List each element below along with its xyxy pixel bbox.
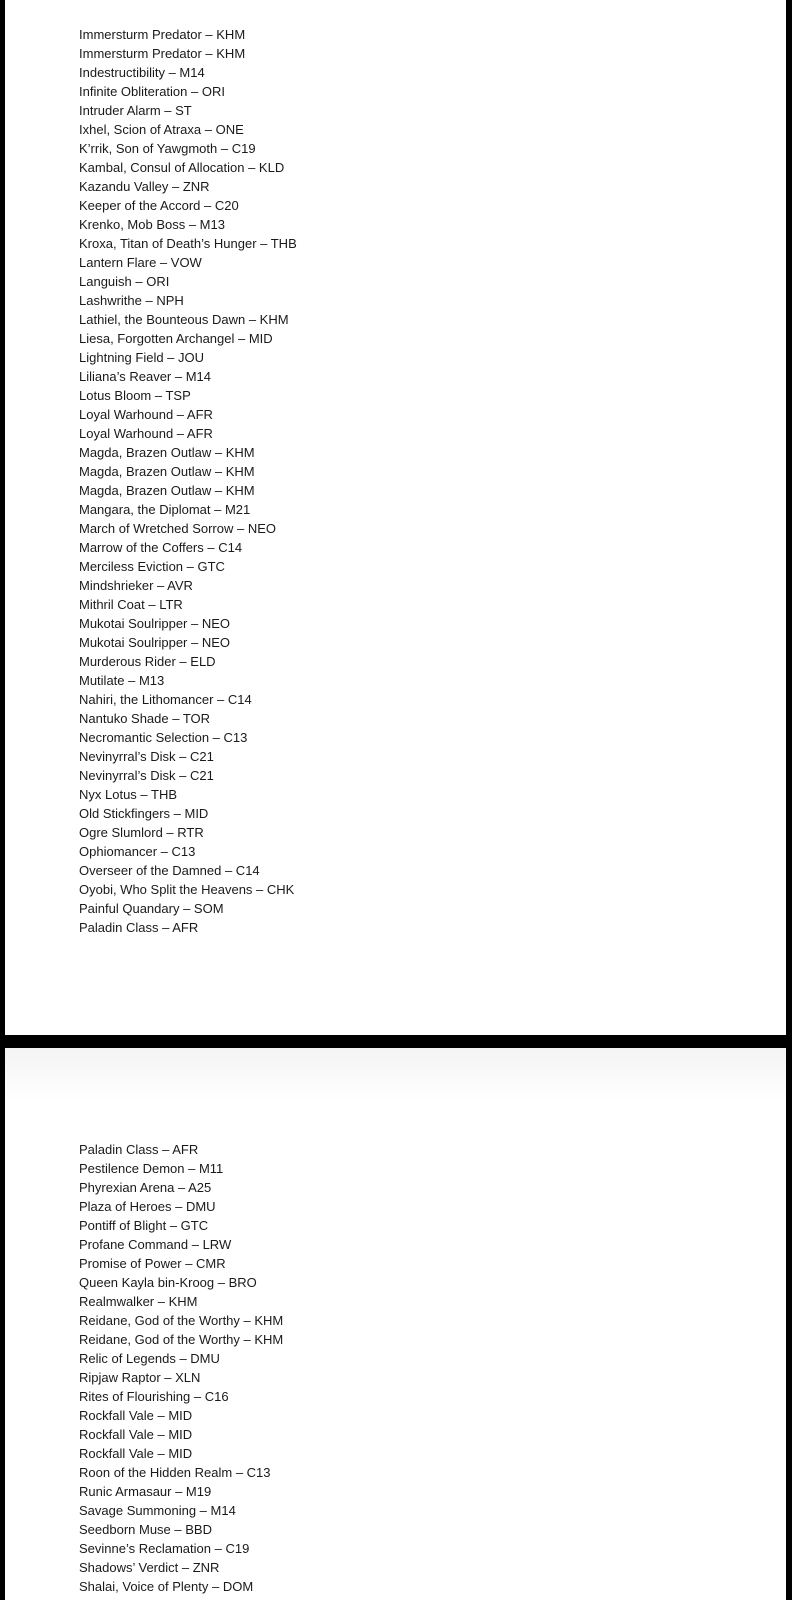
list-item: Kambal, Consul of Allocation – KLD [79,160,285,175]
list-item: Phyrexian Arena – A25 [79,1180,212,1195]
list-item: Oyobi, Who Split the Heavens – CHK [79,882,295,897]
list-item: Paladin Class – AFR [79,1142,199,1157]
list-item: Pontiff of Blight – GTC [79,1218,209,1233]
list-item: Rockfall Vale – MID [79,1408,193,1423]
card-list-page-two [79,1140,283,1596]
list-item: Languish – ORI [79,274,170,289]
list-item: Lotus Bloom – TSP [79,388,191,403]
card-list-page-one [79,25,297,937]
list-item: Seedborn Muse – BBD [79,1522,212,1537]
list-item: Ogre Slumlord – RTR [79,825,204,840]
list-item: Lantern Flare – VOW [79,255,202,270]
list-item: Intruder Alarm – ST [79,103,192,118]
list-item: Infinite Obliteration – ORI [79,84,225,99]
document-page-one [5,0,786,1035]
list-item: Magda, Brazen Outlaw – KHM [79,464,255,479]
list-item: Reidane, God of the Worthy – KHM [79,1332,284,1347]
list-item: Liliana’s Reaver – M14 [79,369,211,384]
list-item: Magda, Brazen Outlaw – KHM [79,445,255,460]
list-item: Nahiri, the Lithomancer – C14 [79,692,252,707]
list-item: Nevinyrral’s Disk – C21 [79,749,214,764]
list-item: Lashwrithe – NPH [79,293,184,308]
list-item: Roon of the Hidden Realm – C13 [79,1465,271,1480]
list-item: Plaza of Heroes – DMU [79,1199,216,1214]
list-item: Savage Summoning – M14 [79,1503,236,1518]
list-item: Mindshrieker – AVR [79,578,193,593]
list-item: Lightning Field – JOU [79,350,205,365]
list-item: Krenko, Mob Boss – M13 [79,217,225,232]
list-item: Overseer of the Damned – C14 [79,863,260,878]
list-item: Mutilate – M13 [79,673,165,688]
list-item: Loyal Warhound – AFR [79,407,213,422]
list-item: Kroxa, Titan of Death’s Hunger – THB [79,236,297,251]
list-item: Mangara, the Diplomat – M21 [79,502,251,517]
list-item: Marrow of the Coffers – C14 [79,540,243,555]
list-item: Ripjaw Raptor – XLN [79,1370,201,1385]
list-item: Indestructibility – M14 [79,65,205,80]
list-item: Merciless Eviction – GTC [79,559,225,574]
list-item: Mukotai Soulripper – NEO [79,616,231,631]
list-item: Pestilence Demon – M11 [79,1161,224,1176]
list-item: Promise of Power – CMR [79,1256,226,1271]
list-item: Profane Command – LRW [79,1237,232,1252]
list-item: Immersturm Predator – KHM [79,46,246,61]
list-item: Shalai, Voice of Plenty – DOM [79,1579,254,1594]
list-item: K’rrik, Son of Yawgmoth – C19 [79,141,256,156]
list-item: Shadows’ Verdict – ZNR [79,1560,220,1575]
list-item: Mithril Coat – LTR [79,597,183,612]
list-item: Loyal Warhound – AFR [79,426,213,441]
list-item: Sevinne’s Reclamation – C19 [79,1541,250,1556]
list-item: Lathiel, the Bounteous Dawn – KHM [79,312,289,327]
list-item: Necromantic Selection – C13 [79,730,248,745]
list-item: Rites of Flourishing – C16 [79,1389,229,1404]
list-item: Realmwalker – KHM [79,1294,198,1309]
list-item: Magda, Brazen Outlaw – KHM [79,483,255,498]
list-item: Nantuko Shade – TOR [79,711,211,726]
list-item: Nyx Lotus – THB [79,787,178,802]
list-item: Relic of Legends – DMU [79,1351,220,1366]
list-item: Ophiomancer – C13 [79,844,196,859]
list-item: Ixhel, Scion of Atraxa – ONE [79,122,244,137]
document-page-two [5,1048,786,1600]
list-item: Queen Kayla bin-Kroog – BRO [79,1275,257,1290]
list-item: Liesa, Forgotten Archangel – MID [79,331,273,346]
list-item: Murderous Rider – ELD [79,654,216,669]
list-item: Keeper of the Accord – C20 [79,198,239,213]
list-item: Reidane, God of the Worthy – KHM [79,1313,284,1328]
page-header-shade [5,1048,786,1100]
list-item: Mukotai Soulripper – NEO [79,635,231,650]
list-item: Rockfall Vale – MID [79,1427,193,1442]
list-item: Immersturm Predator – KHM [79,27,246,42]
list-item: Nevinyrral’s Disk – C21 [79,768,214,783]
list-item: Rockfall Vale – MID [79,1446,193,1461]
list-item: Kazandu Valley – ZNR [79,179,210,194]
list-item: Runic Armasaur – M19 [79,1484,212,1499]
list-item: Paladin Class – AFR [79,920,199,935]
list-item: Painful Quandary – SOM [79,901,224,916]
list-item: March of Wretched Sorrow – NEO [79,521,276,536]
list-item: Old Stickfingers – MID [79,806,209,821]
